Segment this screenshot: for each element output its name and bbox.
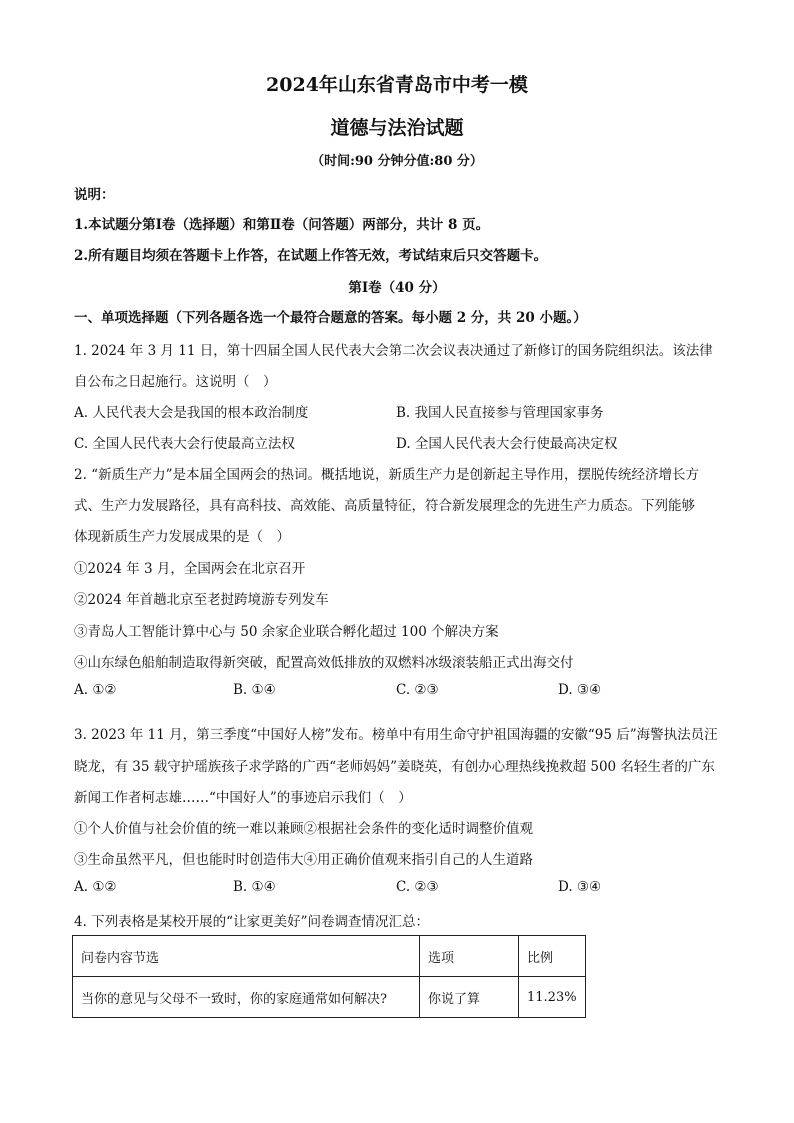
q3-statements-3-4: ③生命虽然平凡，但也能时时创造伟大④用正确价值观来指引自己的人生道路: [74, 852, 533, 868]
table-cell: 11.23%: [519, 977, 586, 1018]
q3-stem-line2: 晓龙，有 35 载守护瑶族孩子求学路的广西“老师妈妈”姜晓英，有创办心理热线挽救超 500 名轻生者的广东: [74, 759, 715, 775]
volume-heading: 第Ⅰ卷（40 分）: [348, 280, 446, 296]
table-header-cell: 问卷内容节选: [73, 936, 420, 977]
table-header-cell: 选项: [420, 936, 519, 977]
q1-option-b: B. 我国人民直接参与管理国家事务: [396, 405, 604, 421]
q2-statement-1: ①2024 年 3 月，全国两会在北京召开: [74, 561, 306, 577]
q3-option-d: D. ③④: [558, 879, 602, 895]
q3-stem-line3: 新闻工作者柯志雄……“中国好人”的事迹启示我们（ ）: [74, 790, 412, 806]
q2-statement-3: ③青岛人工智能计算中心与 50 余家企业联合孵化超过 100 个解决方案: [74, 624, 499, 640]
table-cell: 当你的意见与父母不一致时，你的家庭通常如何解决?: [73, 977, 420, 1018]
q3-stem-line1: 3. 2023 年 11 月，第三季度“中国好人榜”发布。榜单中有用生命守护祖国海疆的安徽“95 后”海警执法员汪: [74, 727, 718, 743]
q2-option-a: A. ①②: [74, 682, 117, 698]
q1-stem-line2: 自公布之日起施行。这说明（ ）: [74, 374, 277, 390]
q2-stem-line2: 式、生产力发展路径，具有高科技、高效能、高质量特征，符合新发展理念的先进生产力质态。下列能够: [74, 498, 695, 514]
q1-stem-line1: 1. 2024 年 3 月 11 日，第十四届全国人民代表大会第二次会议表决通过了新修订的国务院组织法。该法律: [74, 343, 713, 359]
instruction-item-2: 2.所有题目均须在答题卡上作答，在试题上作答无效，考试结束后只交答题卡。: [74, 248, 548, 264]
q1-option-a: A. 人民代表大会是我国的根本政治制度: [74, 405, 309, 421]
q1-option-d: D. 全国人民代表大会行使最高决定权: [396, 436, 618, 452]
time-info: （时间:90 分钟分值:80 分）: [311, 154, 483, 169]
subject-title: 道德与法治试题: [330, 117, 464, 139]
table-row: [73, 977, 586, 1018]
q3-statements-1-2: ①个人价值与社会价值的统一难以兼顾②根据社会条件的变化适时调整价值观: [74, 821, 533, 837]
q2-statement-4: ④山东绿色船舶制造取得新突破，配置高效低排放的双燃料冰级滚装船正式出海交付: [74, 655, 574, 671]
q2-option-d: D. ③④: [558, 682, 602, 698]
q1-option-c: C. 全国人民代表大会行使最高立法权: [74, 436, 295, 452]
q4-stem: 4. 下列表格是某校开展的“让家更美好”问卷调查情况汇总：: [74, 914, 429, 930]
table-header-cell: 比例: [519, 936, 586, 977]
q2-statement-2: ②2024 年首趟北京至老挝跨境游专列发车: [74, 592, 329, 608]
q2-stem-line1: 2. “新质生产力”是本届全国两会的热词。概括地说，新质生产力是创新起主导作用，摆脱传统经济增长方: [74, 467, 699, 483]
q2-stem-line3: 体现新质生产力发展成果的是（ ）: [74, 529, 290, 545]
exam-title: 2024年山东省青岛市中考一模: [266, 74, 528, 96]
q2-option-c: C. ②③: [396, 682, 439, 698]
q3-option-a: A. ①②: [74, 879, 117, 895]
q2-option-b: B. ①④: [233, 682, 276, 698]
table-header-row: [73, 936, 586, 977]
q3-option-b: B. ①④: [233, 879, 276, 895]
q3-option-c: C. ②③: [396, 879, 439, 895]
instructions-heading: 说明：: [74, 187, 115, 203]
part-heading: 一、单项选择题（下列各题各选一个最符合题意的答案。每小题 2 分，共 20 小题。）: [74, 310, 587, 326]
table-cell: 你说了算: [420, 977, 519, 1018]
instruction-item-1: 1.本试题分第Ⅰ卷（选择题）和第Ⅱ卷（问答题）两部分，共计 8 页。: [74, 217, 490, 233]
survey-table: [72, 935, 586, 1018]
